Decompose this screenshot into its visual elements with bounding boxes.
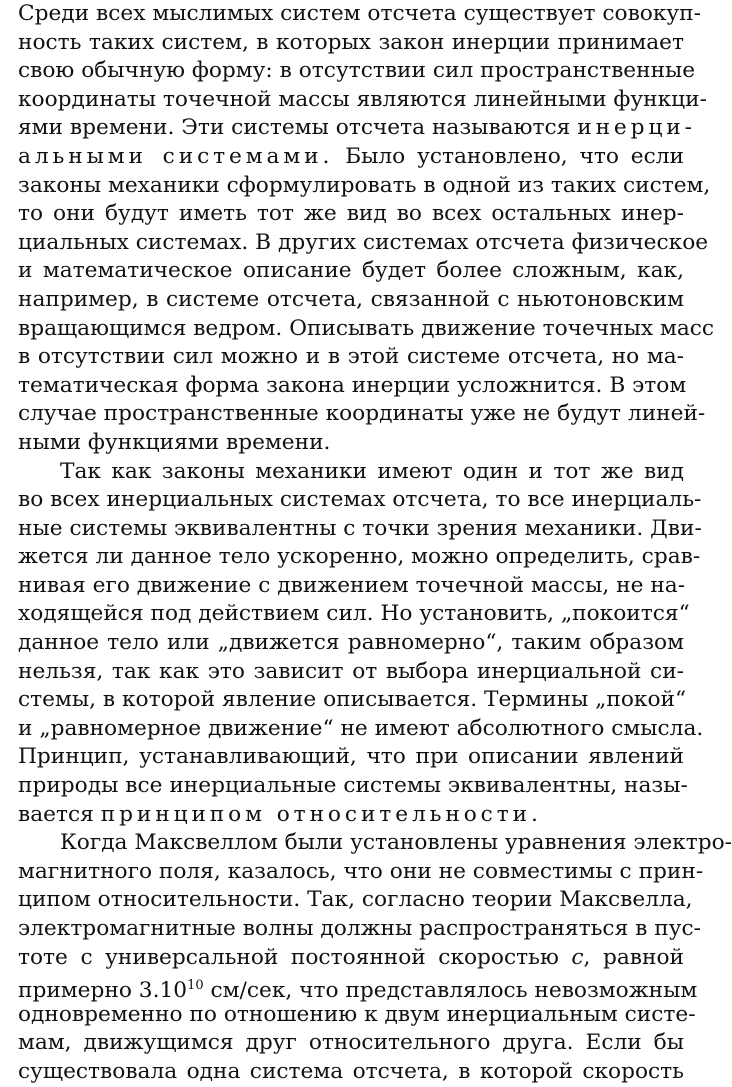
text-line: [18, 944, 684, 973]
text-line: нельзя, так как это зависит от выбора инерциальной си-: [18, 658, 684, 684]
text-line: во всех инерциальных системах отсчета, то все инерциаль-: [18, 487, 702, 513]
emphasized-term: альными системами.: [18, 143, 334, 169]
text-line: законы механики сформулировать в одной из таких систем,: [18, 172, 711, 198]
speed-symbol: c: [571, 944, 584, 970]
text-segment: , равной: [583, 944, 684, 970]
text-body: [18, 0, 732, 1087]
text-line: существовала одна система отсчета, в которой скорость: [18, 1058, 684, 1084]
text-line: вращающимся ведром. Описывать движение точечных масс: [18, 315, 715, 341]
text-line: в отсутствии сил можно и в этой системе отсчета, но ма-: [18, 344, 684, 370]
text-line: то они будут иметь тот же вид во всех остальных инер-: [18, 201, 684, 227]
text-line: электромагнитные волны должны распространяться в пус-: [18, 916, 701, 941]
text-line: [18, 143, 684, 172]
text-segment: ями времени. Эти системы отсчета называются: [18, 115, 571, 141]
text-line: Среди всех мыслимых систем отсчета существует совокуп-: [18, 1, 701, 26]
text-line: данное тело или „движется равномерно“, таким образом: [18, 630, 684, 656]
text-segment: примерно 3.10: [18, 978, 188, 1004]
text-segment: см/сек, что представлялось невозможным: [203, 978, 698, 1004]
paragraph-1: [18, 0, 715, 458]
text-line: Когда Максвеллом были установлены уравнения электро-: [60, 830, 732, 856]
text-line: жется ли данное тело ускоренно, можно определить, срав-: [18, 544, 701, 570]
text-segment: Было установлено, что если: [345, 143, 684, 169]
text-line: [18, 972, 698, 1004]
emphasized-term: инерци-: [577, 115, 696, 141]
text-line: Так как законы механики имеют один и тот же вид: [60, 458, 684, 484]
text-line: нивая его движение с движением точечной массы, не на-: [18, 572, 686, 598]
text-line: ность таких систем, в которых закон инерции принимает: [18, 29, 684, 55]
emphasized-term: принципом относительности.: [100, 801, 542, 827]
text-line: свою обычную форму: в отсутствии сил пространственные: [18, 58, 696, 84]
exponent: 10: [187, 978, 204, 994]
text-line: случае пространственные координаты уже не будут линей-: [18, 401, 706, 427]
text-segment: тоте с универсальной постоянной скоростью: [18, 944, 559, 970]
text-line: ными функциями времени.: [18, 429, 331, 455]
paragraph-2: [18, 458, 704, 830]
text-line: и „равномерное движение“ не имеют абсолютного смысла.: [18, 715, 704, 741]
text-line: тематическая форма закона инерции усложнится. В этом: [18, 372, 687, 398]
text-line: стемы, в которой явление описывается. Термины „покой“: [18, 687, 687, 713]
text-line: одновременно по отношению к двум инерциальным систе-: [18, 1001, 696, 1027]
text-line: Принцип, устанавливающий, что при описании явлений: [18, 744, 684, 770]
text-line: природы все инерциальные системы эквивалентны, назы-: [18, 773, 688, 799]
paragraph-3: [18, 829, 732, 1086]
text-line: мам, движущимся друг относительного друга. Если бы: [18, 1030, 684, 1056]
text-line: и математическое описание будет более сложным, как,: [18, 258, 684, 284]
text-line: ные системы эквивалентны с точки зрения механики. Дви-: [18, 515, 702, 541]
text-line: [18, 801, 684, 830]
text-line: магнитного поля, казалось, что они не совместимы с прин-: [18, 858, 704, 884]
text-line: например, в системе отсчета, связанной с ньютоновским: [18, 286, 684, 312]
text-line: [18, 114, 696, 143]
text-line: ципом относительности. Так, согласно теории Максвелла,: [18, 887, 693, 913]
text-line: координаты точечной массы являются линейными функци-: [18, 86, 707, 112]
text-line: циальных системах. В других системах отсчета физическое: [18, 229, 709, 255]
text-segment: вается: [18, 801, 94, 827]
text-line: ходящейся под действием сил. Но установить, „покоится“: [18, 601, 690, 627]
